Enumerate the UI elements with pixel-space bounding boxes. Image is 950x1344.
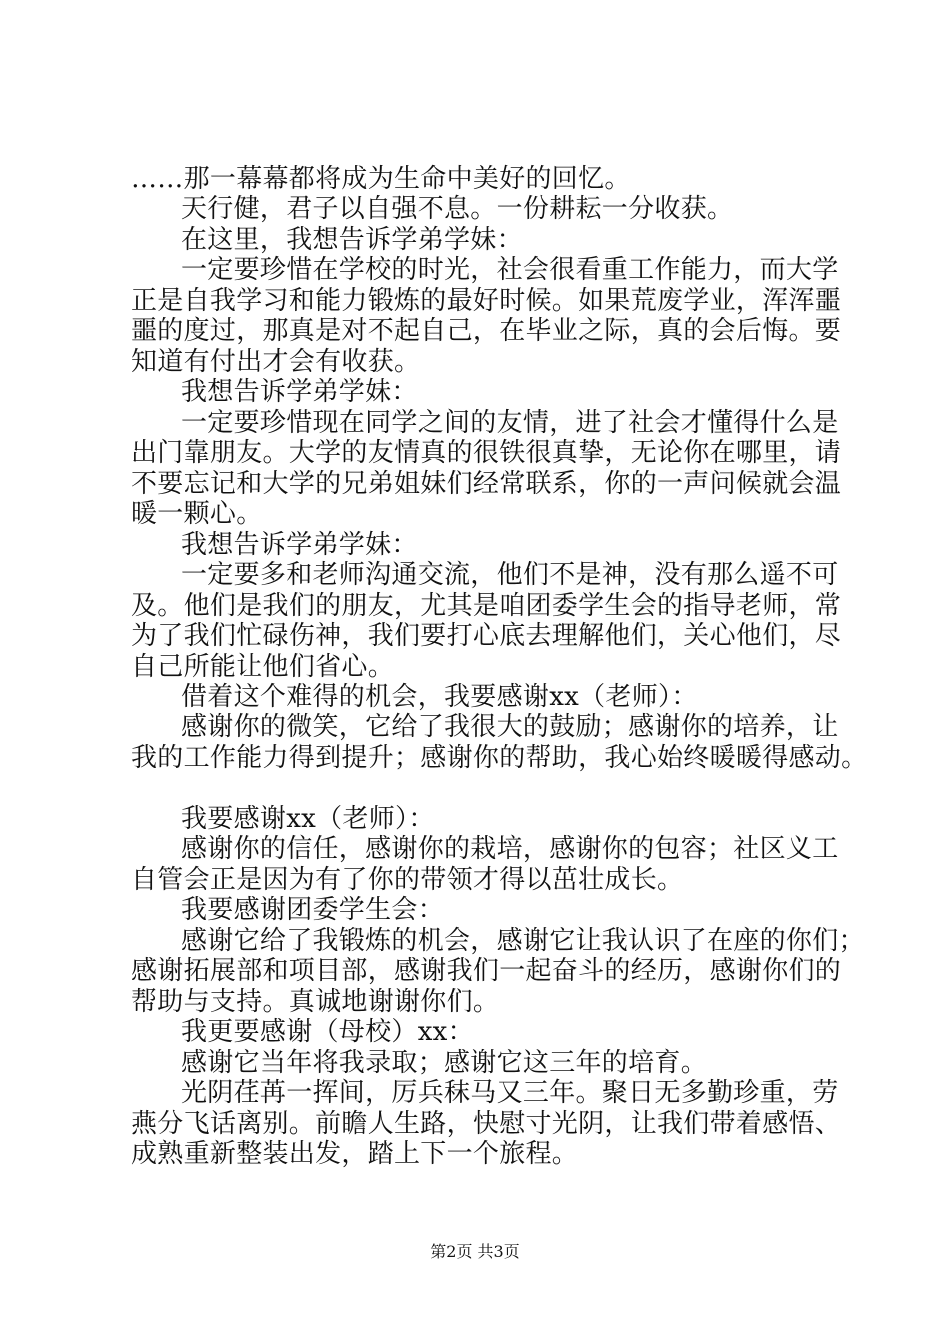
text-line: 感谢它给了我锻炼的机会，感谢它让我认识了在座的你们；	[181, 926, 865, 956]
text-line: 一定要珍惜在学校的时光，社会很看重工作能力，而大学	[181, 255, 839, 285]
text-line: 不要忘记和大学的兄弟姐妹们经常联系，你的一声问候就会温	[131, 469, 842, 499]
text-line: 借着这个难得的机会，我要感谢xx（老师）：	[181, 682, 698, 712]
text-line: 一定要多和老师沟通交流，他们不是神，没有那么遥不可	[181, 560, 839, 590]
text-line: 正是自我学习和能力锻炼的最好时候。如果荒废学业，浑浑噩	[131, 286, 842, 316]
text-line: 知道有付出才会有收获。	[131, 347, 421, 377]
text-line: 成熟重新整装出发，踏上下一个旅程。	[131, 1139, 579, 1169]
page-number-footer: 第2页 共3页	[430, 1242, 520, 1261]
text-line: 帮助与支持。真诚地谢谢你们。	[131, 987, 500, 1017]
text-line: 及。他们是我们的朋友，尤其是咱团委学生会的指导老师，常	[131, 591, 842, 621]
text-line: 感谢你的微笑，它给了我很大的鼓励；感谢你的培养，让	[181, 712, 839, 742]
text-line: 感谢它当年将我录取；感谢它这三年的培育。	[181, 1048, 708, 1078]
text-line: 我想告诉学弟学妹：	[181, 377, 418, 407]
text-line: 感谢拓展部和项目部，感谢我们一起奋斗的经历，感谢你们的	[131, 956, 842, 986]
text-line: 暖一颗心。	[131, 499, 263, 529]
text-line: 噩的度过，那真是对不起自己，在毕业之际，真的会后悔。要	[131, 316, 842, 346]
text-line: 我更要感谢（母校）xx：	[181, 1017, 474, 1047]
text-line: 我要感谢xx（老师）：	[181, 804, 435, 834]
text-line: 感谢你的信任，感谢你的栽培，感谢你的包容；社区义工	[181, 834, 839, 864]
text-line: 光阴荏苒一挥间，厉兵秣马又三年。聚日无多勤珍重，劳	[181, 1078, 839, 1108]
text-line: 我想告诉学弟学妹：	[181, 530, 418, 560]
text-line: 燕分飞话离别。前瞻人生路，快慰寸光阴，让我们带着感悟、	[131, 1109, 842, 1139]
text-line: 我要感谢团委学生会：	[181, 895, 445, 925]
text-line: 天行健，君子以自强不息。一份耕耘一分收获。	[181, 194, 734, 224]
text-line: 为了我们忙碌伤神，我们要打心底去理解他们，关心他们，尽	[131, 621, 842, 651]
text-line: 一定要珍惜现在同学之间的友情，进了社会才懂得什么是	[181, 408, 839, 438]
text-line: ……那一幕幕都将成为生命中美好的回忆。	[131, 164, 631, 194]
text-line: 自管会正是因为有了你的带领才得以茁壮成长。	[131, 865, 684, 895]
text-line: 在这里，我想告诉学弟学妹：	[181, 225, 523, 255]
text-line: 自己所能让他们省心。	[131, 652, 395, 682]
text-line: 我的工作能力得到提升；感谢你的帮助，我心始终暖暖得感动。	[131, 743, 868, 773]
text-line: 出门靠朋友。大学的友情真的很铁很真挚，无论你在哪里，请	[131, 438, 842, 468]
